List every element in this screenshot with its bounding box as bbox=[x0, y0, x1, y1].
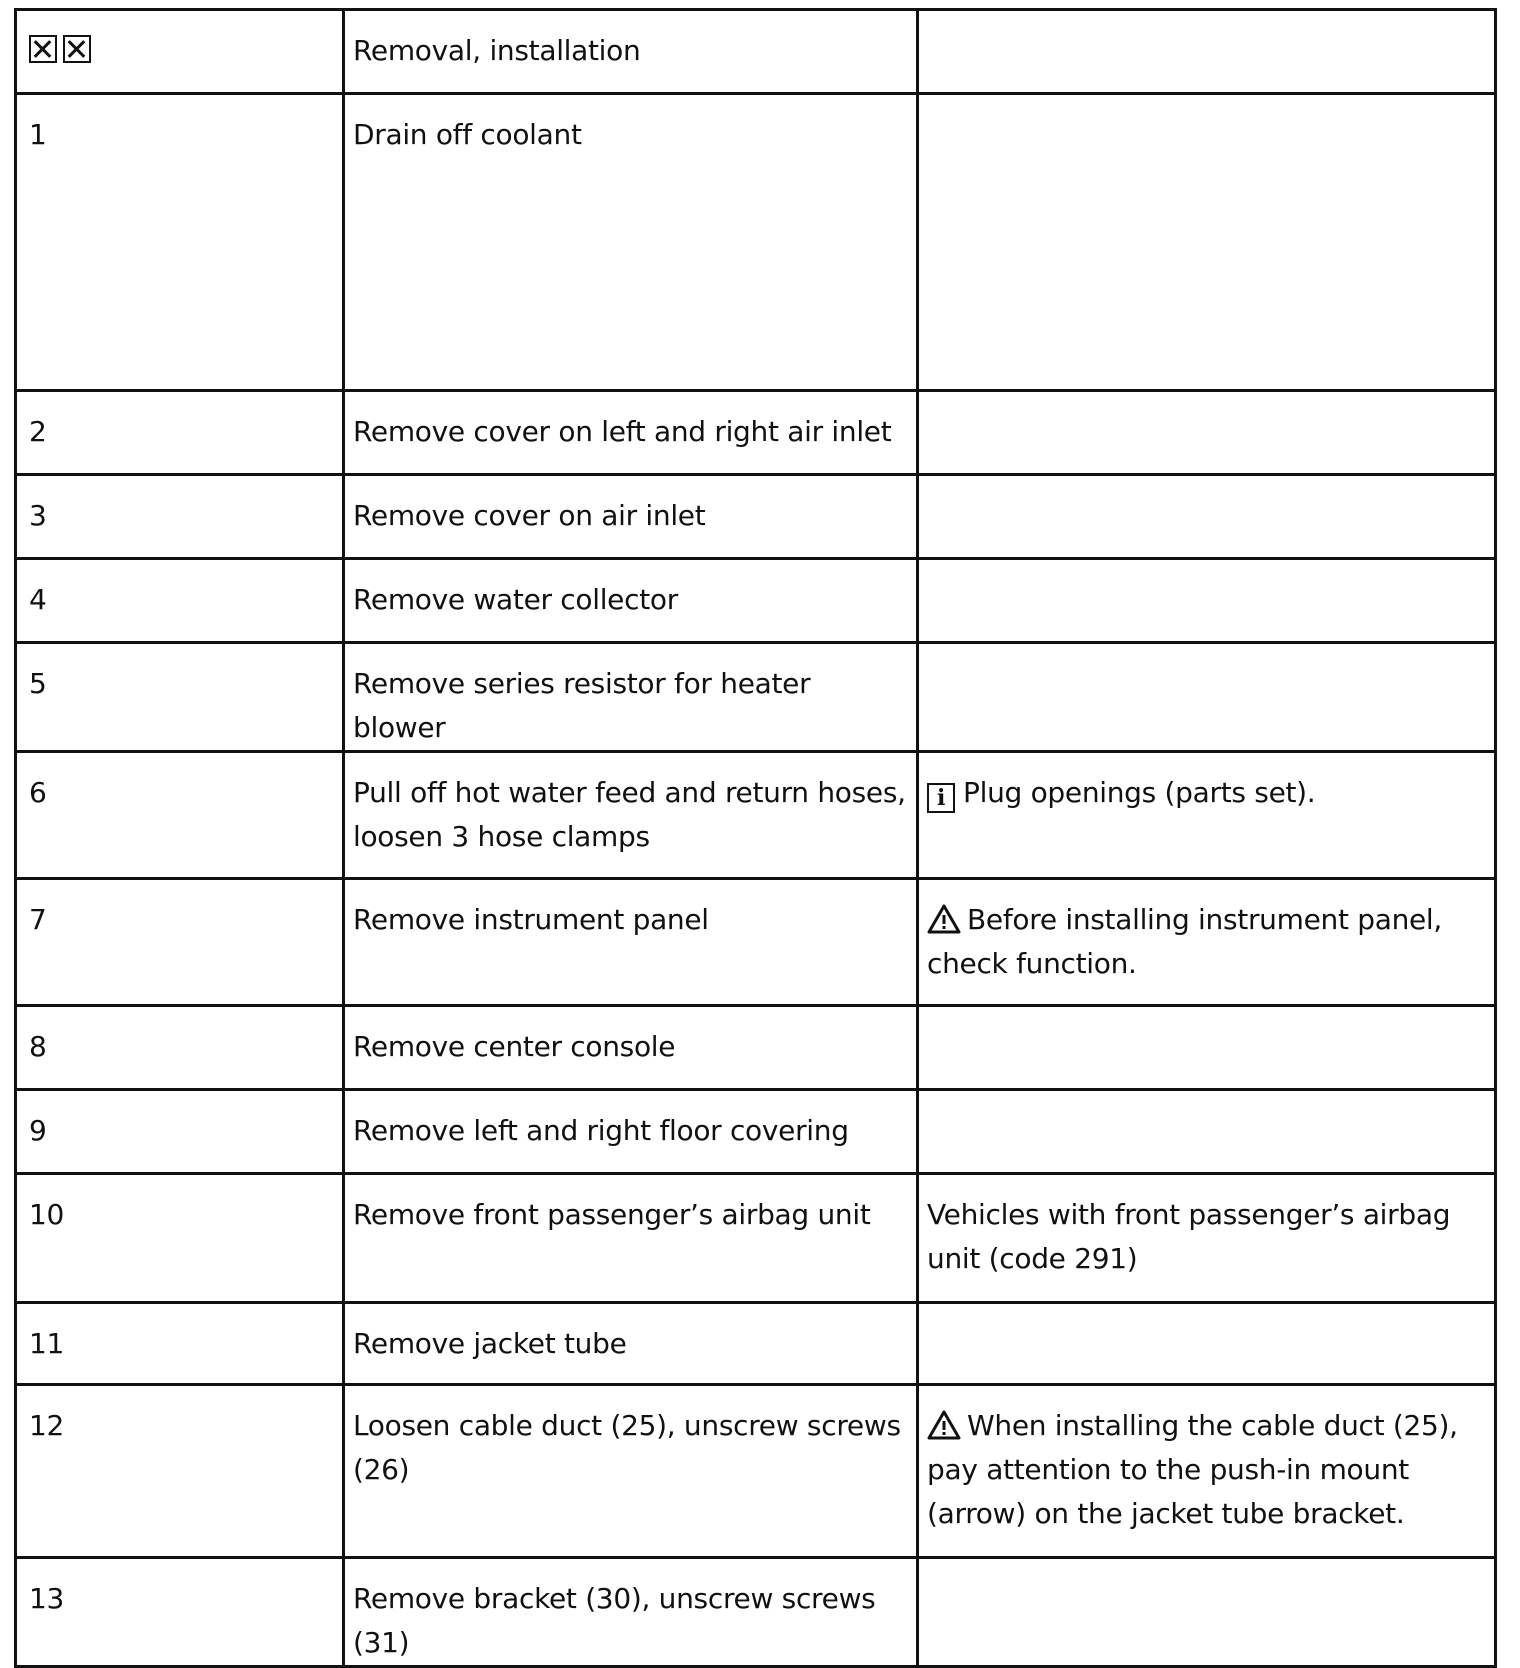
warning-icon bbox=[927, 1410, 961, 1440]
step-note: Vehicles with front passenger’s airbag unit (code 291) bbox=[918, 1174, 1496, 1303]
step-number: 9 bbox=[16, 1090, 344, 1174]
step-text: Remove cover on air inlet bbox=[344, 475, 918, 559]
header-title: Removal, installation bbox=[344, 10, 918, 94]
table-row bbox=[16, 559, 1496, 643]
table-row bbox=[16, 1174, 1496, 1303]
step-note-cell bbox=[918, 752, 1496, 879]
step-note-cell bbox=[918, 1385, 1496, 1558]
step-note: When installing the cable duct (25), pay attention to the push-in mount (arrow) on the jacket tube bracket. bbox=[927, 1409, 1458, 1530]
step-note: Plug openings (parts set). bbox=[963, 776, 1316, 809]
table-row bbox=[16, 1558, 1496, 1667]
step-text: Remove cover on left and right air inlet bbox=[344, 391, 918, 475]
step-number: 5 bbox=[16, 643, 344, 752]
step-note bbox=[918, 1303, 1496, 1385]
step-text: Remove front passenger’s airbag unit bbox=[344, 1174, 918, 1303]
procedure-table bbox=[14, 8, 1497, 1668]
step-number: 6 bbox=[16, 752, 344, 879]
step-note-cell bbox=[918, 879, 1496, 1006]
table-row bbox=[16, 643, 1496, 752]
step-number: 2 bbox=[16, 391, 344, 475]
header-note bbox=[918, 10, 1496, 94]
step-note bbox=[918, 559, 1496, 643]
step-text: Loosen cable duct (25), unscrew screws (26) bbox=[344, 1385, 918, 1558]
step-text: Remove left and right floor covering bbox=[344, 1090, 918, 1174]
step-number: 1 bbox=[16, 94, 344, 391]
step-text: Remove center console bbox=[344, 1006, 918, 1090]
step-number: 12 bbox=[16, 1385, 344, 1558]
step-text: Pull off hot water feed and return hoses, loosen 3 hose clamps bbox=[344, 752, 918, 879]
step-text: Remove series resistor for heater blower bbox=[344, 643, 918, 752]
step-text: Remove instrument panel bbox=[344, 879, 918, 1006]
table-row bbox=[16, 879, 1496, 1006]
table-row bbox=[16, 94, 1496, 391]
step-note bbox=[918, 475, 1496, 559]
step-number: 13 bbox=[16, 1558, 344, 1667]
step-note bbox=[918, 1558, 1496, 1667]
step-note bbox=[918, 94, 1496, 391]
warning-icon bbox=[927, 904, 961, 934]
info-icon: i bbox=[927, 783, 955, 813]
step-number: 10 bbox=[16, 1174, 344, 1303]
step-text: Drain off coolant bbox=[344, 94, 918, 391]
step-text: Remove bracket (30), unscrew screws (31) bbox=[344, 1558, 918, 1667]
step-number: 3 bbox=[16, 475, 344, 559]
step-number: 11 bbox=[16, 1303, 344, 1385]
tool-icon bbox=[63, 35, 91, 63]
step-note bbox=[918, 1006, 1496, 1090]
step-text: Remove water collector bbox=[344, 559, 918, 643]
table-row bbox=[16, 475, 1496, 559]
table-row bbox=[16, 1090, 1496, 1174]
header-icons-cell bbox=[16, 10, 344, 94]
table-row bbox=[16, 1303, 1496, 1385]
step-number: 8 bbox=[16, 1006, 344, 1090]
step-note bbox=[918, 1090, 1496, 1174]
step-text: Remove jacket tube bbox=[344, 1303, 918, 1385]
step-note: Before installing instrument panel, check function. bbox=[927, 903, 1443, 980]
tool-icon bbox=[29, 35, 57, 63]
step-note bbox=[918, 643, 1496, 752]
table-header-row bbox=[16, 10, 1496, 94]
table-row bbox=[16, 1006, 1496, 1090]
step-number: 4 bbox=[16, 559, 344, 643]
table-row bbox=[16, 391, 1496, 475]
table-row bbox=[16, 1385, 1496, 1558]
step-note bbox=[918, 391, 1496, 475]
table-row bbox=[16, 752, 1496, 879]
step-number: 7 bbox=[16, 879, 344, 1006]
